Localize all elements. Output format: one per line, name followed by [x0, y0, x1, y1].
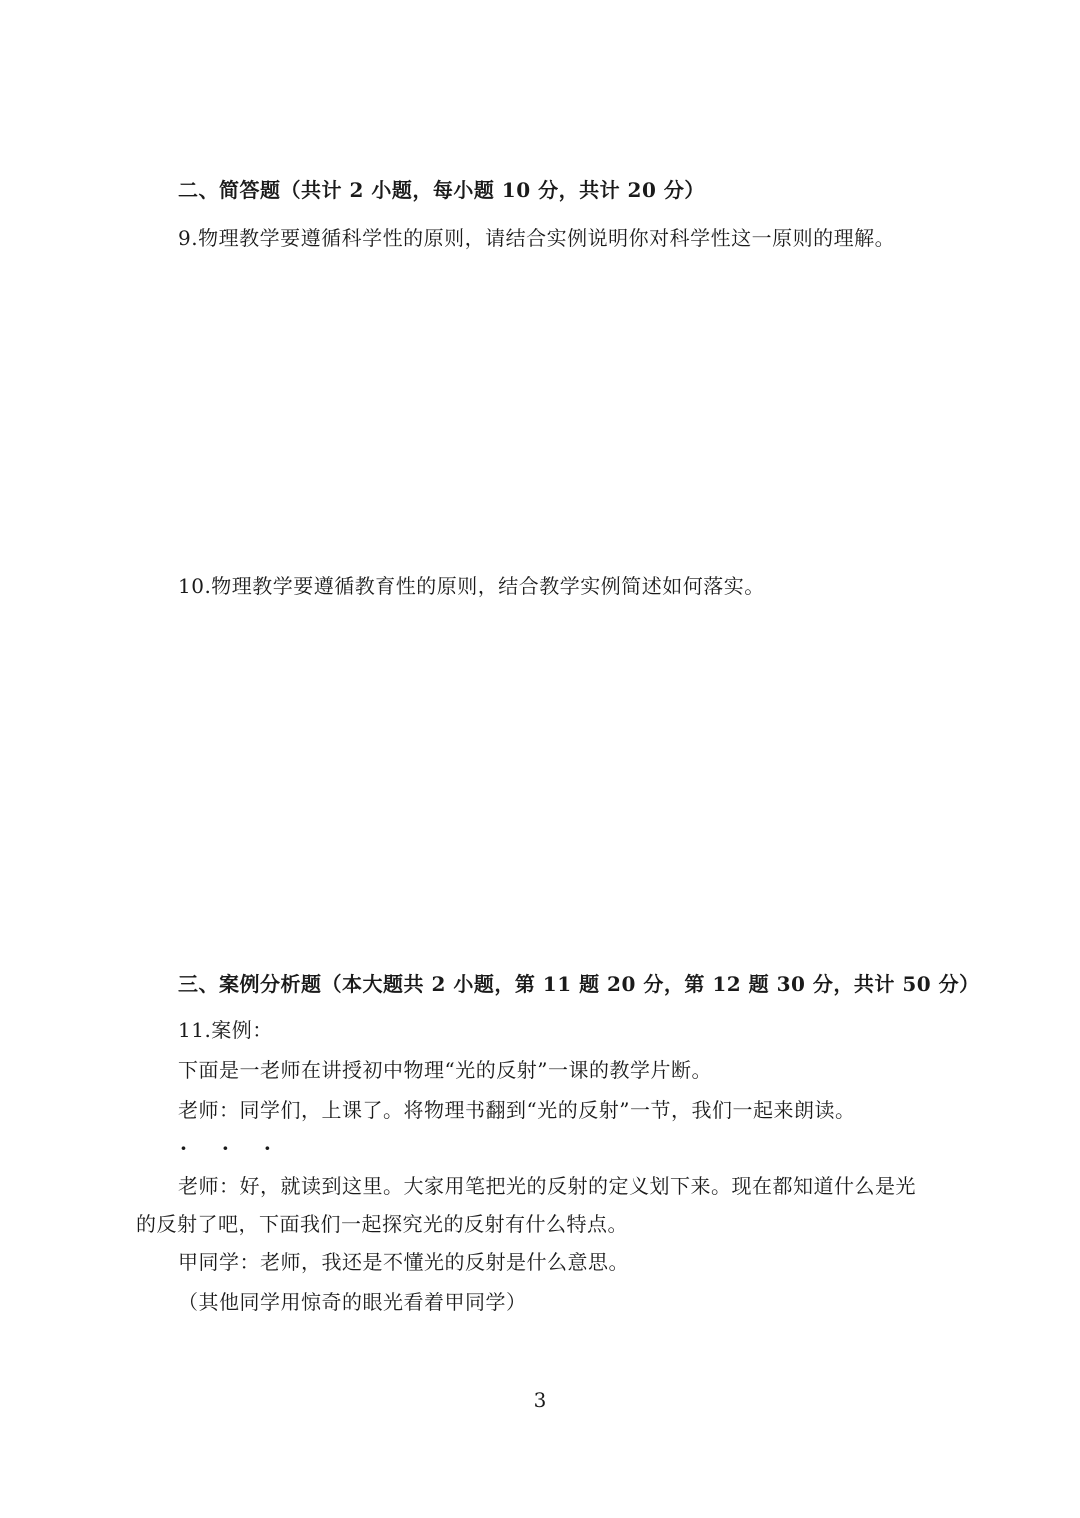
page-number: 3: [533, 1388, 547, 1412]
teacher-line-2a: 老师：好，就读到这里。大家用笔把光的反射的定义划下来。现在都知道什么是光: [178, 1174, 916, 1198]
ellipsis-dots: · · ·: [180, 1136, 285, 1160]
question-11-label: 11.案例：: [178, 1018, 273, 1042]
teacher-line-2b: 的反射了吧，下面我们一起探究光的反射有什么特点。: [136, 1212, 628, 1236]
question-9: 9.物理教学要遵循科学性的原则，请结合实例说明你对科学性这一原则的理解。: [178, 226, 896, 250]
teacher-line-1: 老师：同学们，上课了。将物理书翻到“光的反射”一节，我们一起来朗读。: [178, 1098, 856, 1122]
case-intro: 下面是一老师在讲授初中物理“光的反射”一课的教学片断。: [178, 1058, 712, 1082]
stage-direction: （其他同学用惊奇的眼光看着甲同学）: [178, 1290, 527, 1314]
section-2-heading: 二、简答题（共计 2 小题，每小题 10 分，共计 20 分）: [178, 178, 705, 202]
question-10: 10.物理教学要遵循教育性的原则，结合教学实例简述如何落实。: [178, 574, 765, 598]
student-line: 甲同学：老师，我还是不懂光的反射是什么意思。: [178, 1250, 629, 1274]
section-3-heading: 三、案例分析题（本大题共 2 小题，第 11 题 20 分，第 12 题 30 分，共计 50 分）: [178, 972, 980, 996]
